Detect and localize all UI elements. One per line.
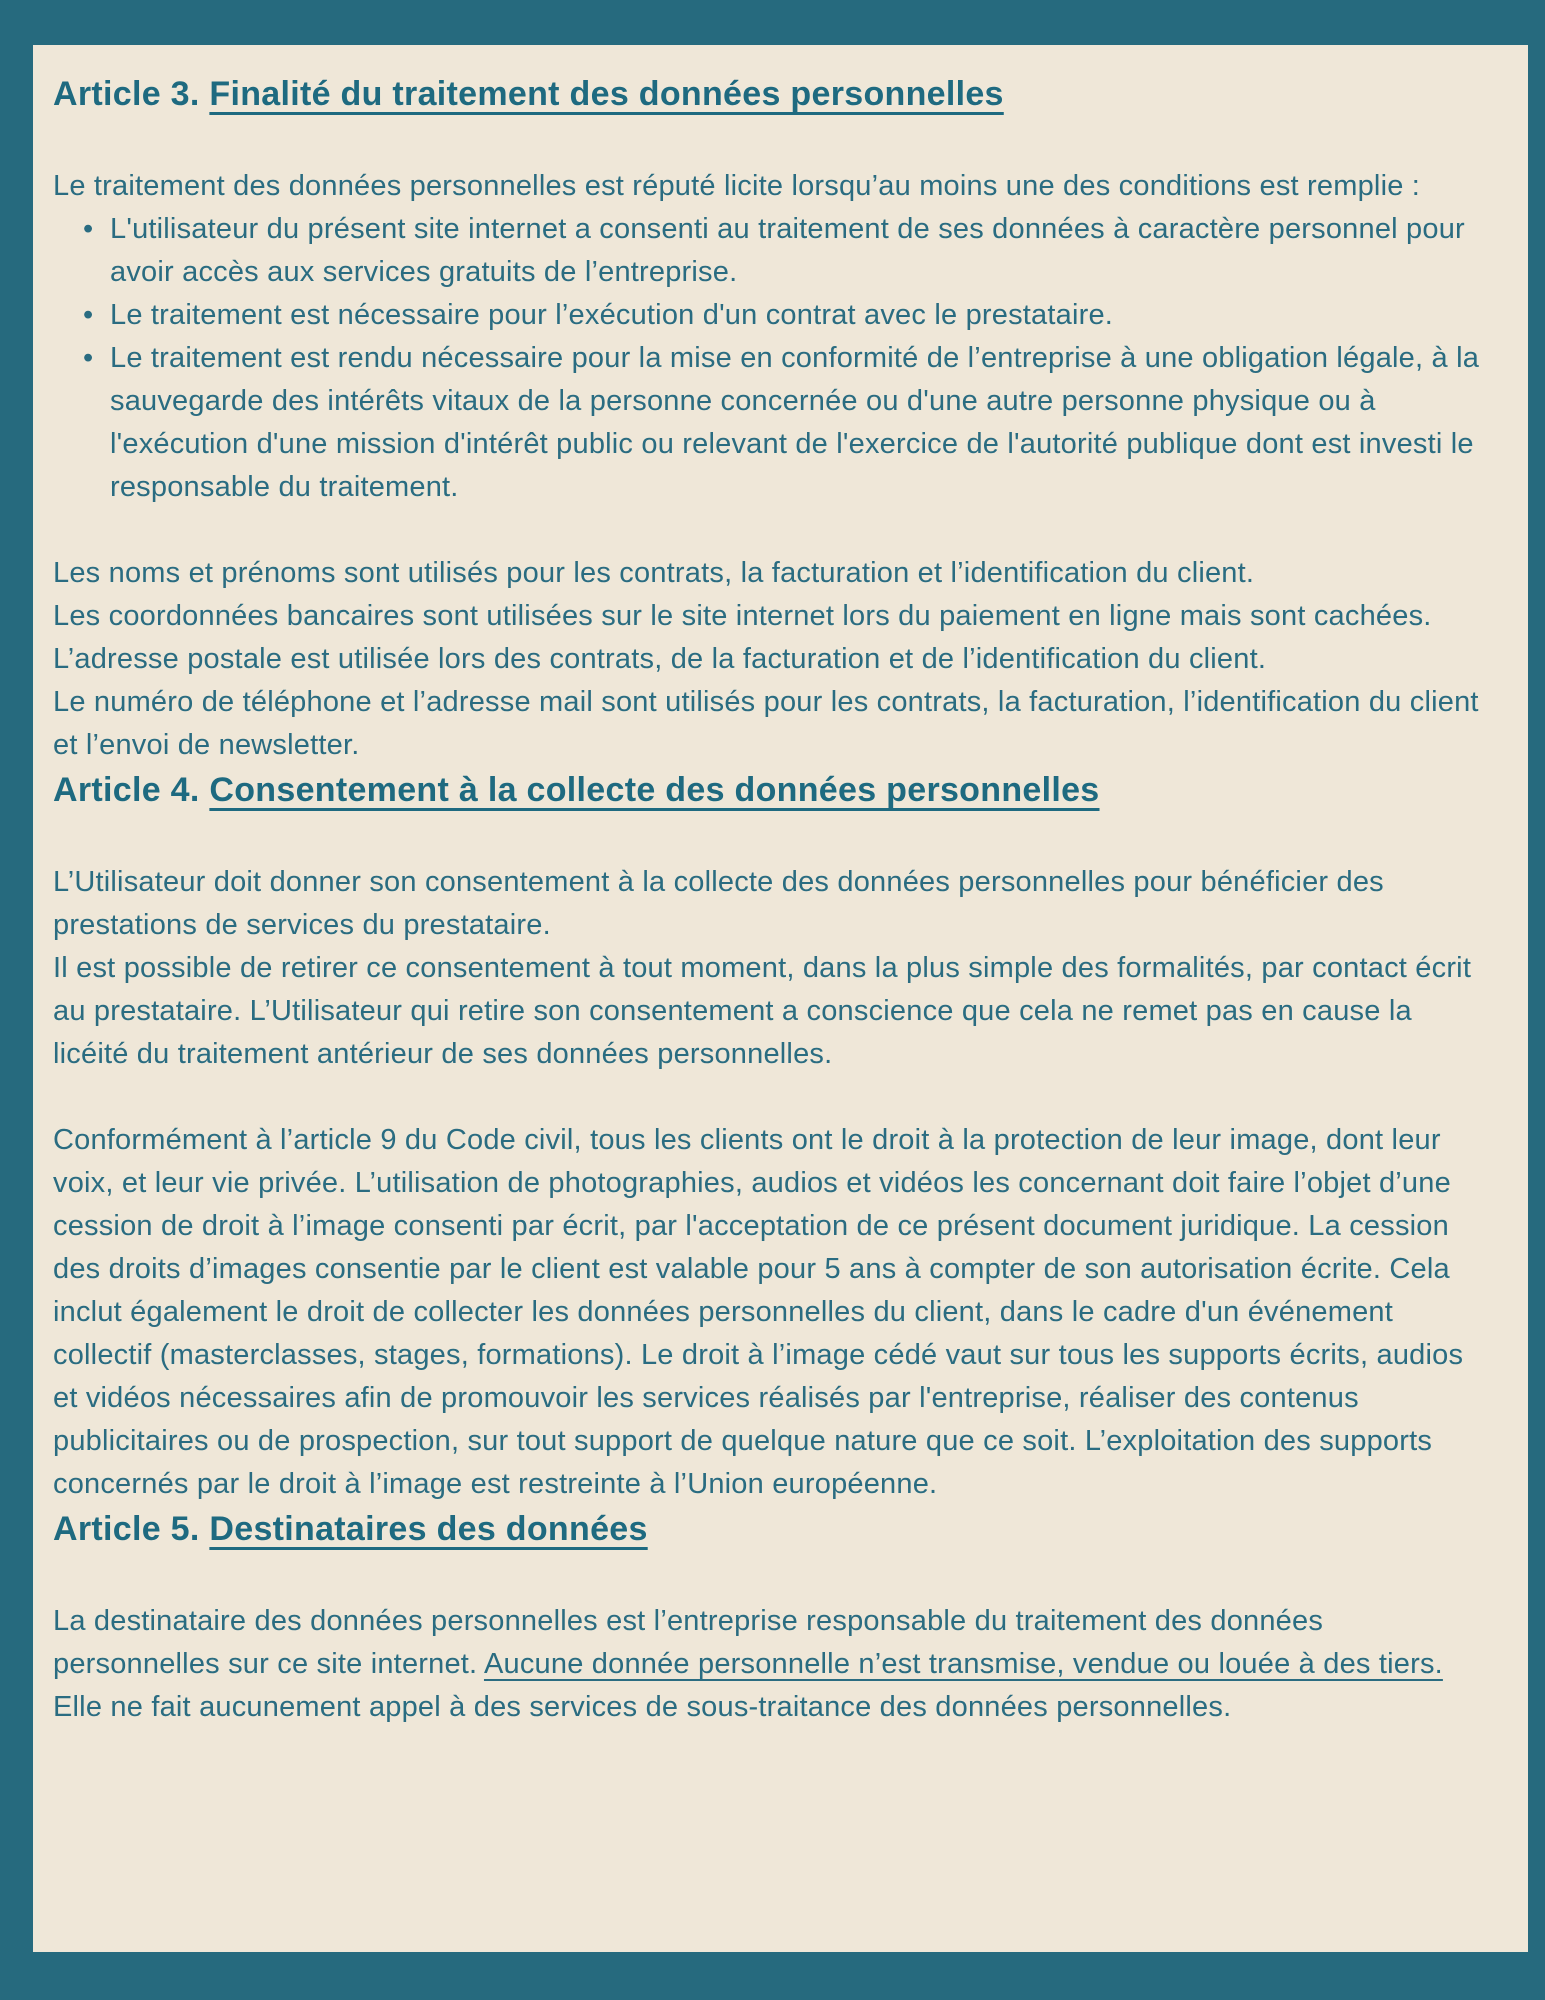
article5-underlined-clause: Aucune donnée personnelle n’est transmise, vendue ou louée à des tiers. — [483, 1648, 1443, 1680]
bullet-item — [53, 294, 1486, 337]
article5-paragraph-start: La destinataire des données personnelles est l’entreprise responsable du traitement des données personnelles sur ce site internet. — [53, 1605, 1324, 1680]
bullet-text: Le traitement est rendu nécessaire pour la mise en conformité de l’entreprise à une obligation légale, à la sauvegarde des intérêts vitaux de la personne concernée ou d'une autre personne physique ou à l'exécution d'une mission d'intérêt public ou relevant de l'exercice de l'autorité publique dont est investi le responsable du traitement. — [110, 342, 1480, 503]
article3-bullet-list — [53, 208, 1486, 509]
article5-heading-prefix: Article 5. — [53, 1510, 210, 1548]
article5-heading — [53, 1508, 1486, 1550]
article5-heading-title: Destinataires des données — [209, 1510, 648, 1548]
article3-intro: Le traitement des données personnelles est réputé licite lorsqu’au moins une des conditions est remplie : — [53, 170, 1421, 202]
usage-line: Le numéro de téléphone et l’adresse mail sont utilisés pour les contrats, la facturation, l’identification du client et l’envoi de newsletter. — [53, 686, 1479, 761]
usage-line: Les noms et prénoms sont utilisés pour les contrats, la facturation et l’identification du client. — [53, 557, 1255, 589]
bullet-item — [53, 337, 1486, 509]
article3-heading — [53, 73, 1486, 115]
bullet-icon: • — [83, 213, 94, 245]
article4-paragraph1-line1: L’Utilisateur doit donner son consentement à la collecte des données personnelles pour bénéficier des prestations de services du prestataire. — [53, 866, 1384, 941]
bullet-item — [53, 208, 1486, 294]
usage-line: Les coordonnées bancaires sont utilisées sur le site internet lors du paiement en ligne mais sont cachées. — [53, 600, 1432, 632]
article3-heading-title: Finalité du traitement des données personnelles — [209, 75, 1004, 113]
article4-paragraph1-line2: Il est possible de retirer ce consentement à tout moment, dans la plus simple des formalités, par contact écrit au prestataire. L’Utilisateur qui retire son consentement a conscience que cela ne remet pas en cause la licéité du traitement antérieur de ses données personnelles. — [53, 952, 1472, 1070]
bullet-text: Le traitement est nécessaire pour l’exécution d'un contrat avec le prestataire. — [110, 299, 1114, 331]
bullet-icon: • — [83, 342, 94, 374]
article5-paragraph-end: Elle ne fait aucunement appel à des services de sous-traitance des données personnelles. — [53, 1691, 1232, 1723]
article3-heading-prefix: Article 3. — [53, 75, 210, 113]
article5-paragraph — [53, 1600, 1486, 1729]
bullet-icon: • — [83, 299, 94, 331]
usage-line: L’adresse postale est utilisée lors des contrats, de la facturation et de l’identification du client. — [53, 643, 1267, 675]
article4-paragraph2: Conformément à l’article 9 du Code civil, tous les clients ont le droit à la protection de leur image, dont leur voix, et leur vie privée. L’utilisation de photographies, audios et vidéos les concernant doit faire l’objet d’une cession de droit à l’image consenti par écrit, par l'acceptation de ce présent document juridique. La cession des droits d’images consentie par le client est valable pour 5 ans à compter de son autorisation écrite. Cela inclut également le droit de collecter les données personnelles du client, dans le cadre d'un événement collectif (masterclasses, stages, formations). Le droit à l’image cédé vaut sur tous les supports écrits, audios et vidéos nécessaires afin de promouvoir les services réalisés par l'entreprise, réaliser des contenus publicitaires ou de prospection, sur tout support de quelque nature que ce soit. L’exploitation des supports concernés par le droit à l’image est restreinte à l’Union européenne. — [53, 1124, 1464, 1500]
article4-heading-title: Consentement à la collecte des données personnelles — [209, 771, 1100, 809]
bullet-text: L'utilisateur du présent site internet a consenti au traitement de ses données à caractère personnel pour avoir accès aux services gratuits de l’entreprise. — [110, 213, 1465, 288]
article4-heading — [53, 769, 1486, 811]
article4-heading-prefix: Article 4. — [53, 771, 210, 809]
document-page — [33, 45, 1528, 1952]
